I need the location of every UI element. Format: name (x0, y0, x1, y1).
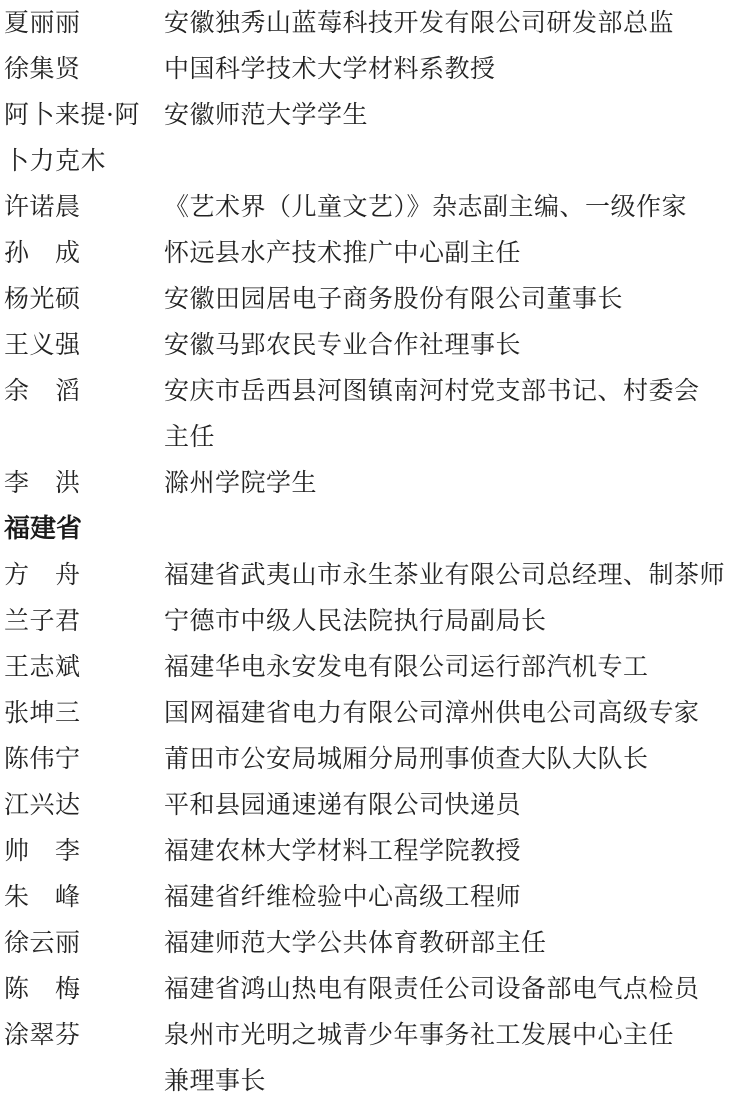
person-name: 陈 梅 (4, 974, 81, 1003)
person-title: 安徽独秀山蓝莓科技开发有限公司研发部总监 (164, 8, 675, 37)
list-item (0, 184, 750, 230)
list-item (0, 920, 750, 966)
list-item (0, 46, 750, 92)
person-title: 福建省纤维检验中心高级工程师 (164, 882, 522, 911)
list-item (0, 598, 750, 644)
list-item (0, 368, 750, 460)
person-name: 张坤三 (4, 698, 81, 727)
person-title: 安徽师范大学学生 (164, 100, 369, 129)
person-name: 徐集贤 (4, 54, 81, 83)
person-name: 夏丽丽 (4, 8, 81, 37)
person-name: 兰子君 (4, 606, 81, 635)
section-heading: 福建省 (4, 514, 83, 544)
person-name: 江兴达 (4, 790, 81, 819)
list-item (0, 460, 750, 506)
person-name: 王志斌 (4, 652, 81, 681)
person-title: 中国科学技术大学材料系教授 (164, 54, 496, 83)
person-title: 安徽马郢农民专业合作社理事长 (164, 330, 522, 359)
person-name: 方 舟 (4, 560, 81, 589)
person-name: 帅 李 (4, 836, 81, 865)
person-title: 《艺术界（儿童文艺）》杂志副主编、一级作家 (164, 192, 688, 221)
person-name: 阿卜来提·阿 卜力克木 (4, 100, 140, 175)
person-title: 平和县园通速递有限公司快递员 (164, 790, 522, 819)
person-name: 涂翠芬 (4, 1020, 81, 1049)
list-item (0, 782, 750, 828)
person-name: 王义强 (4, 330, 81, 359)
list-item (0, 966, 750, 1012)
list-item (0, 828, 750, 874)
person-title: 安徽田园居电子商务股份有限公司董事长 (164, 284, 624, 313)
person-name: 陈伟宁 (4, 744, 81, 773)
person-name: 李 洪 (4, 468, 81, 497)
person-name: 徐云丽 (4, 928, 81, 957)
list-item (0, 552, 750, 598)
list-item (0, 874, 750, 920)
person-title: 国网福建省电力有限公司漳州供电公司高级专家 (164, 698, 700, 727)
list-item (0, 230, 750, 276)
list-item (0, 276, 750, 322)
person-name: 杨光硕 (4, 284, 81, 313)
list-item (0, 644, 750, 690)
list-item (0, 92, 750, 184)
person-title: 福建华电永安发电有限公司运行部汽机专工 (164, 652, 649, 681)
person-title: 福建省鸿山热电有限责任公司设备部电气点检员 (164, 974, 700, 1003)
person-name: 余 滔 (4, 376, 81, 405)
person-name: 许诺晨 (4, 192, 81, 221)
list-item (0, 0, 750, 46)
person-title: 福建省武夷山市永生茶业有限公司总经理、制茶师 (164, 560, 726, 589)
list-item (0, 690, 750, 736)
person-title: 怀远县水产技术推广中心副主任 (164, 238, 522, 267)
list-item (0, 1012, 750, 1104)
person-name: 孙 成 (4, 238, 81, 267)
person-name: 朱 峰 (4, 882, 81, 911)
person-title: 泉州市光明之城青少年事务社工发展中心主任 兼理事长 (164, 1020, 675, 1095)
person-title: 福建农林大学材料工程学院教授 (164, 836, 522, 865)
person-title: 宁德市中级人民法院执行局副局长 (164, 606, 547, 635)
list-item (0, 322, 750, 368)
person-title: 滁州学院学生 (164, 468, 318, 497)
person-title: 福建师范大学公共体育教研部主任 (164, 928, 547, 957)
person-title: 莆田市公安局城厢分局刑事侦查大队大队长 (164, 744, 649, 773)
person-title: 安庆市岳西县河图镇南河村党支部书记、村委会 主任 (164, 376, 700, 451)
list-item (0, 736, 750, 782)
